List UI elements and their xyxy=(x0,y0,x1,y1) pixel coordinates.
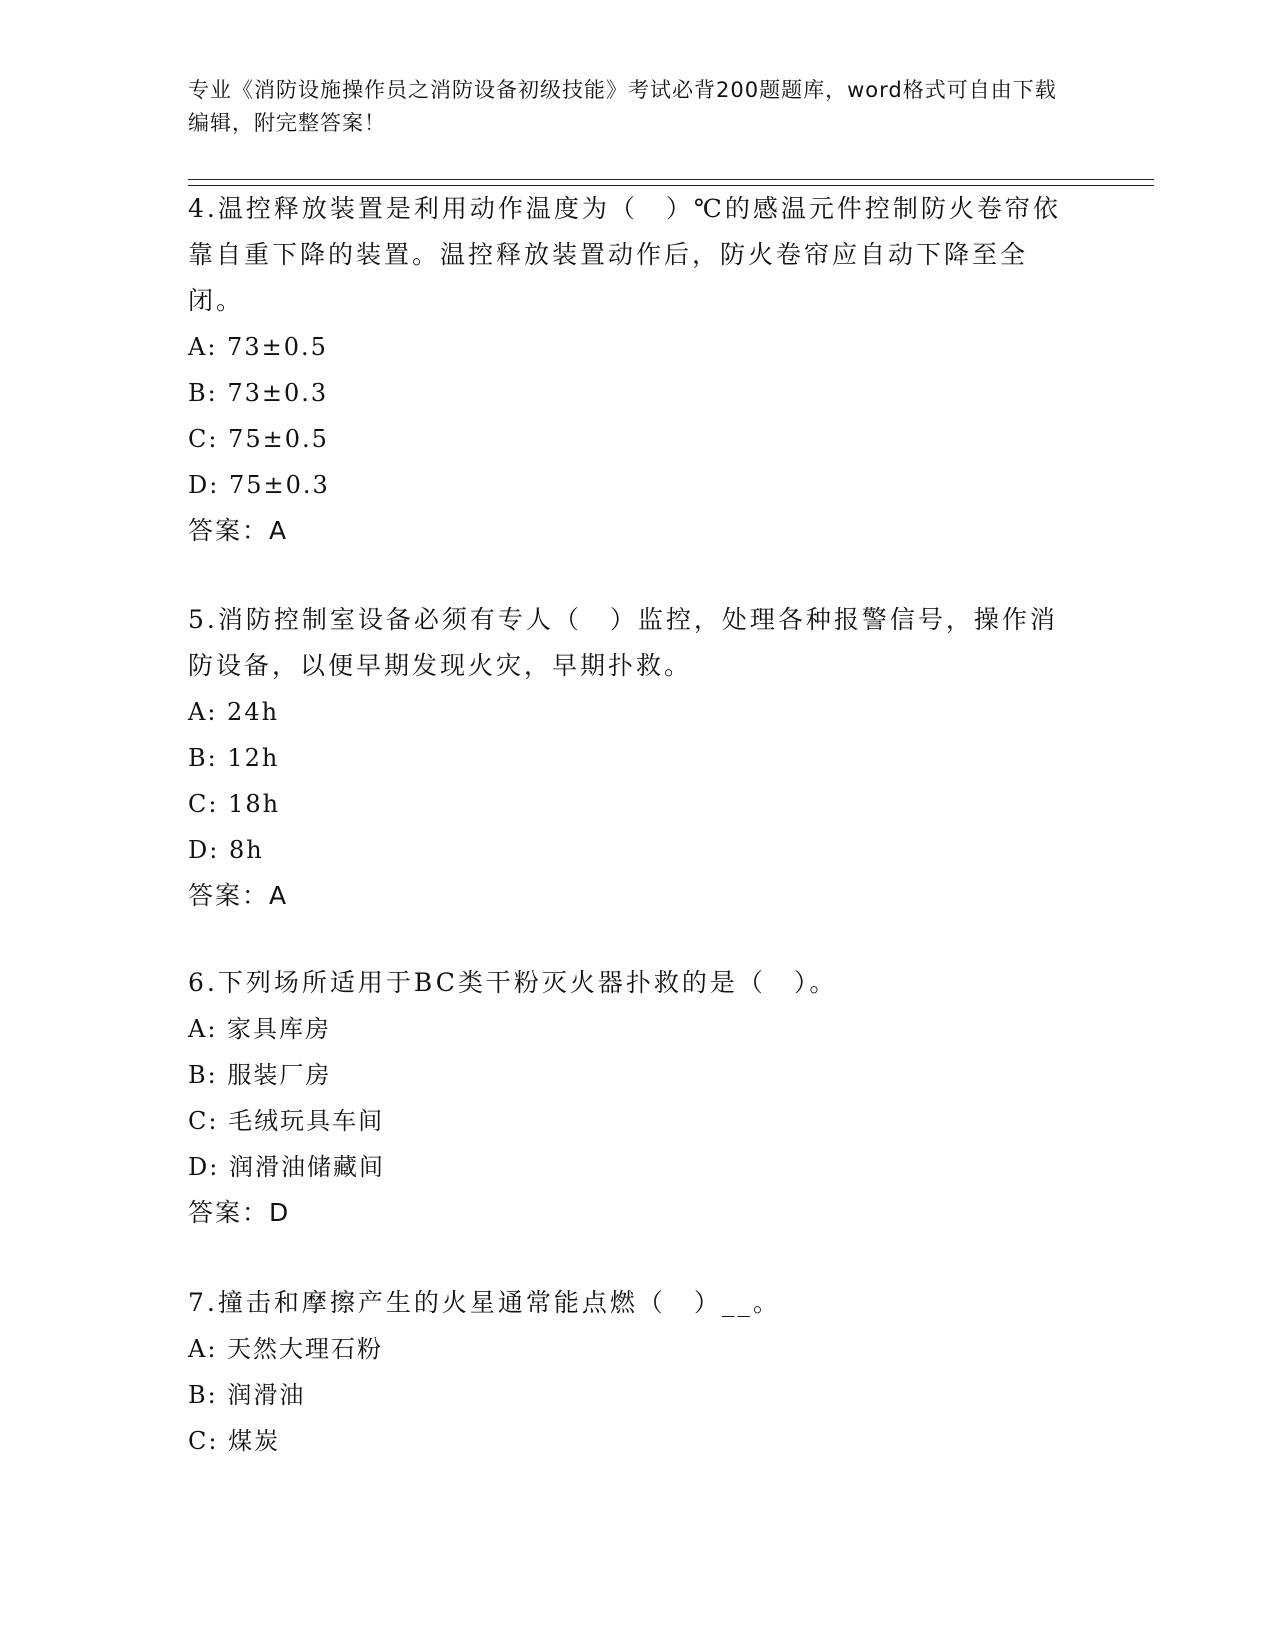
question-stem: 6.下列场所适用于BC类干粉灭火器扑救的是（ ）。 xyxy=(188,968,838,997)
option-d: D: 75±0.3 xyxy=(188,471,330,499)
option-c: C: 毛绒玩具车间 xyxy=(188,1107,385,1135)
question-stem: 7.撞击和摩擦产生的火星通常能点燃（ ）__。 xyxy=(188,1288,781,1317)
question-block-6 xyxy=(188,960,1068,1236)
option-c: C: 18h xyxy=(188,790,281,818)
answer: 答案：D xyxy=(188,1198,291,1227)
answer: 答案：A xyxy=(188,881,289,910)
option-b: B: 润滑油 xyxy=(188,1381,306,1409)
option-d: D: 润滑油储藏间 xyxy=(188,1153,385,1181)
option-a: A: 天然大理石粉 xyxy=(188,1335,384,1363)
option-b: B: 服装厂房 xyxy=(188,1061,332,1089)
option-d: D: 8h xyxy=(188,836,264,864)
question-stem: 5.消防控制室设备必须有专人（ ）监控，处理各种报警信号，操作消防设备，以便早期发现火灾，早期扑救。 xyxy=(188,605,1058,680)
document-header: 专业《消防设施操作员之消防设备初级技能》考试必背200题题库，word格式可自由下载编辑，附完整答案！ xyxy=(188,78,1057,135)
question-stem: 4.温控释放装置是利用动作温度为（ ）℃的感温元件控制防火卷帘依靠自重下降的装置。温控释放装置动作后，防火卷帘应自动下降至全闭。 xyxy=(188,194,1061,315)
answer: 答案：A xyxy=(188,516,289,545)
question-block-4 xyxy=(188,186,1068,554)
option-b: B: 73±0.3 xyxy=(188,379,329,407)
option-c: C: 75±0.5 xyxy=(188,425,329,453)
question-block-7 xyxy=(188,1280,1068,1464)
option-b: B: 12h xyxy=(188,744,280,772)
option-a: A: 家具库房 xyxy=(188,1015,332,1043)
header-divider-top xyxy=(188,179,1154,180)
question-block-5 xyxy=(188,597,1068,919)
option-c: C: 煤炭 xyxy=(188,1427,281,1455)
option-a: A: 73±0.5 xyxy=(188,333,328,361)
option-a: A: 24h xyxy=(188,698,280,726)
